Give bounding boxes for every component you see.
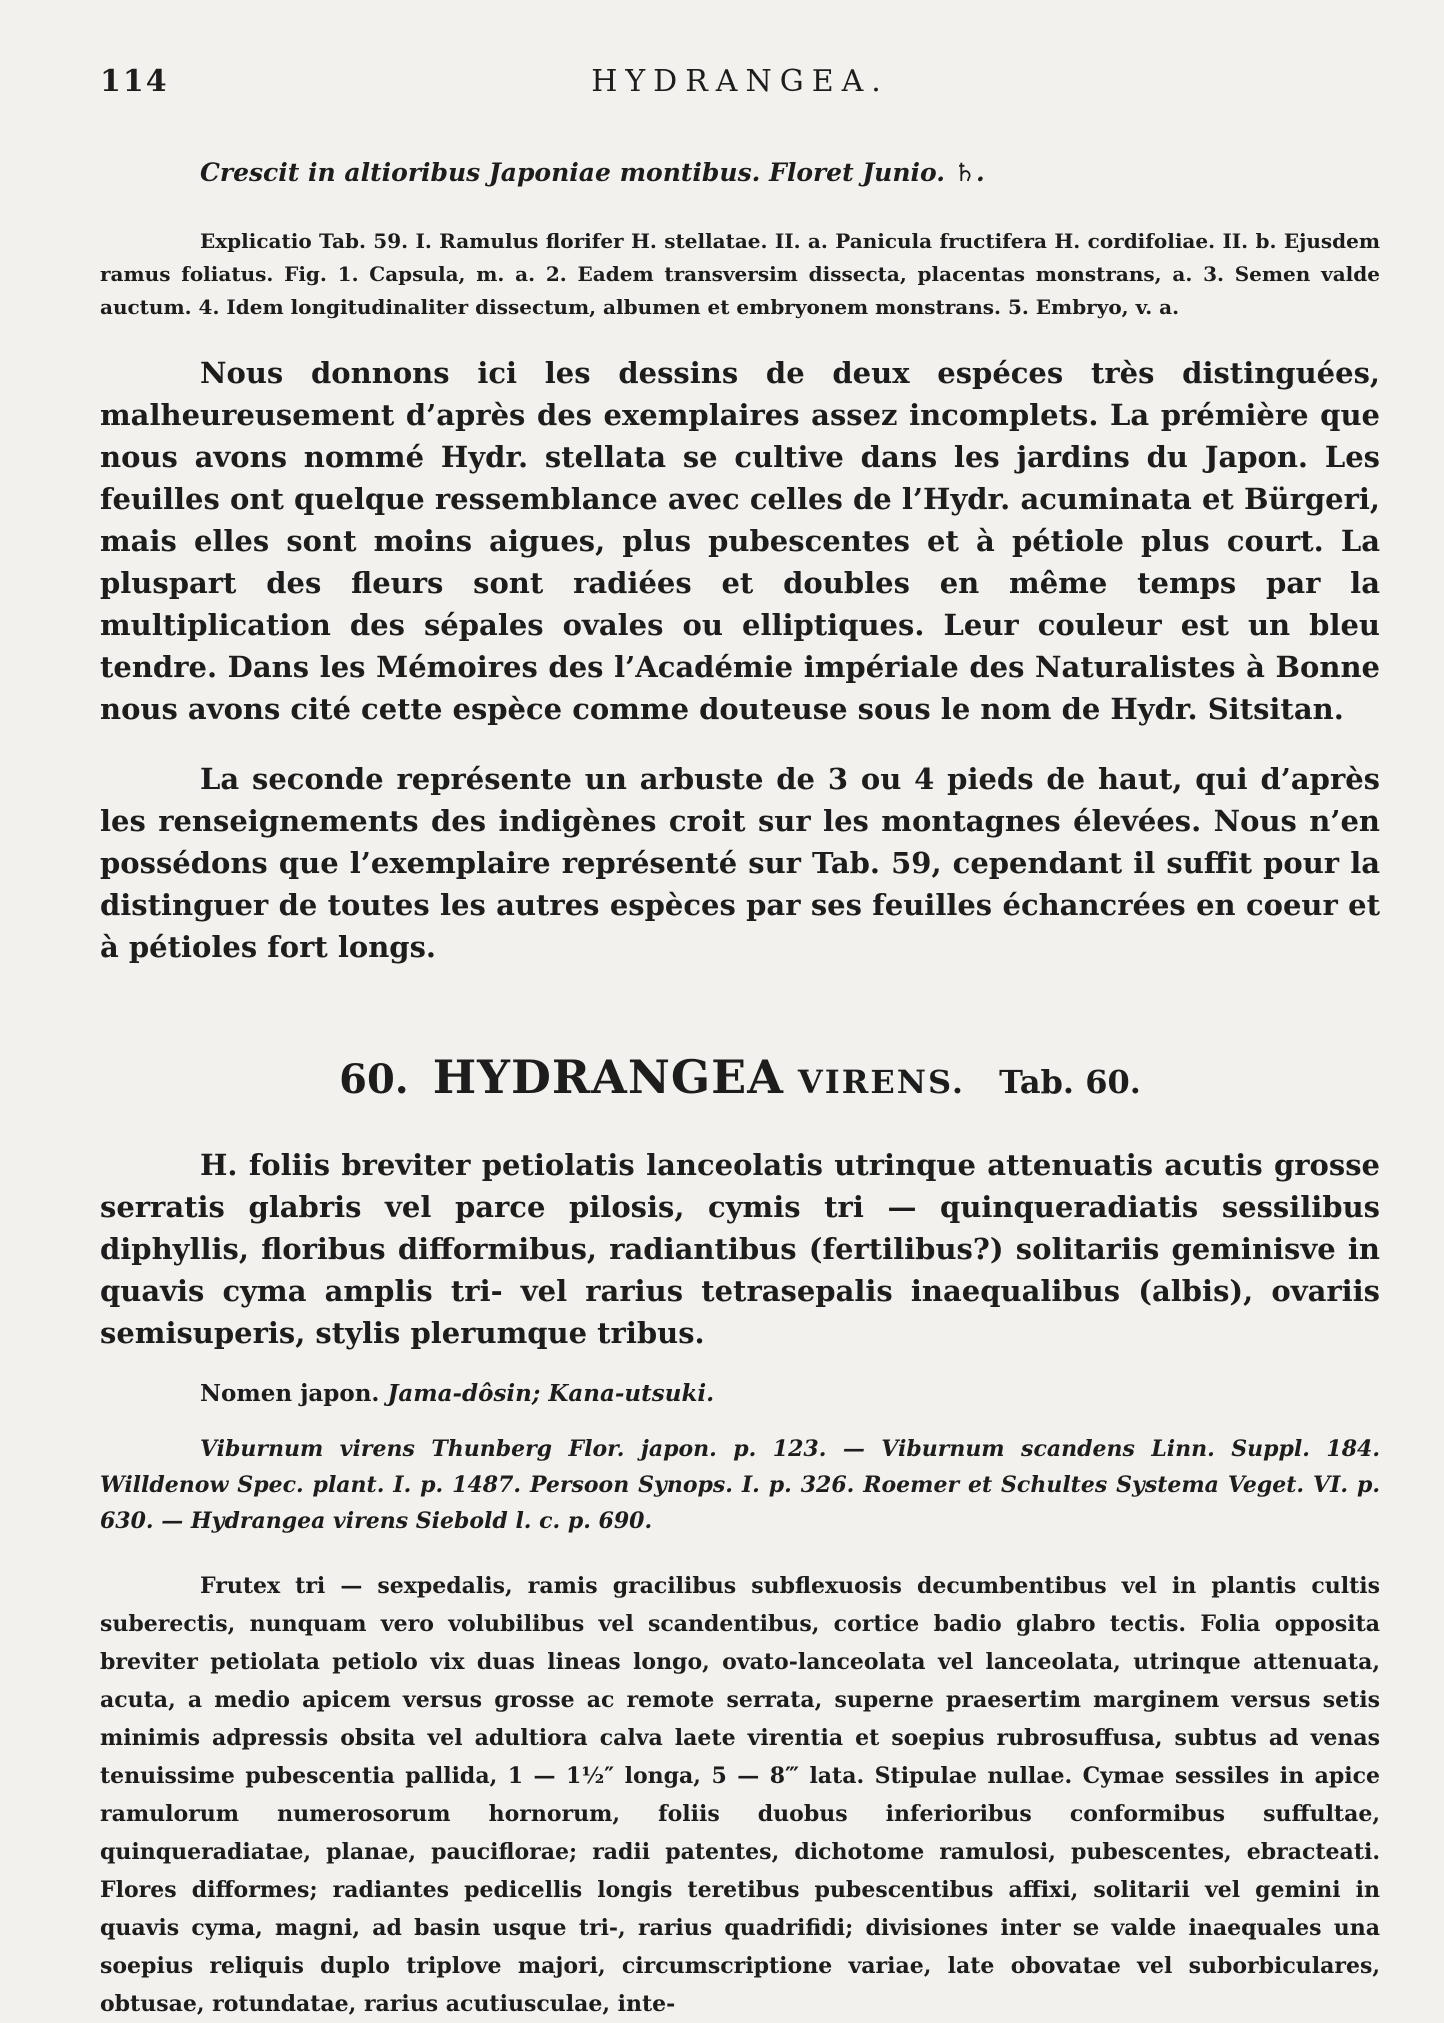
running-title: HYDRANGEA.: [591, 64, 889, 99]
japanese-names: [200, 1380, 1380, 1407]
latin-diagnosis: H. foliis breviter petiolatis lanceolatis utrinque attenuatis acutis grosse serratis glabris vel parce pilosis, cymis tri — quinqueradiatis sessilibus diphyllis, floribus difformibus, radiantibus (fertilibus?) solitariis geminisve in quavis cyma amplis tri- vel rarius tetrasepalis inaequalibus (albis), ovariis semisuperis, stylis plerumque tribus.: [100, 1148, 1380, 1350]
french-paragraph-1: Nous donnons ici les dessins de deux espéces très distinguées, malheureusement d’après des exemplaires assez incomplets. La prémière que nous avons nommé Hydr. stellata se cultive dans les jardins du Japon. Les feuilles ont quelque ressemblance avec celles de l’Hydr. acuminata et Bürgeri, mais elles sont moins aigues, plus pubescentes et à pétiole plus court. La pluspart des fleurs sont radiées et doubles en même temps par la multiplication des sépales ovales ou elliptiques. Leur couleur est un bleu tendre. Dans les Mémoires des l’Académie impériale des Naturalistes à Bonne nous avons cité cette espèce comme douteuse sous le nom de Hydr. Sitsitan.: [100, 356, 1380, 726]
nomen-label: Nomen japon.: [200, 1380, 380, 1407]
nomen-values: Jama-dôsin; Kana-utsuki.: [387, 1380, 715, 1407]
plate-explanation: Explicatio Tab. 59. I. Ramulus florifer H. stellatae. II. a. Panicula fructifera H. cordifoliae. II. b. Ejusdem ramus foliatus. Fig. 1. Capsula, m. a. 2. Eadem transversim dissecta, placentas monstrans, a. 3. Semen valde auctum. 4. Idem longitudinaliter dissectum, albumen et embryonem monstrans. 5. Embryo, v. a.: [100, 229, 1380, 319]
species-heading: [100, 1050, 1380, 1104]
habitat-note: Crescit in altioribus Japoniae montibus. Floret Junio. ♄.: [200, 158, 985, 187]
french-paragraph-2: La seconde représente un arbuste de 3 ou 4 pieds de haut, qui d’après les renseignements des indigènes croit sur les montagnes élevées. Nous n’en possédons que l’exemplaire représenté sur Tab. 59, cependant il suffit pour la distinguer de toutes les autres espèces par ses feuilles échancrées en coeur et à pétioles fort longs.: [100, 762, 1380, 964]
species-description: Frutex tri — sexpedalis, ramis gracilibus subflexuosis decumbentibus vel in plantis cultis suberectis, nunquam vero volubilibus vel scandentibus, cortice badio glabro tectis. Folia opposita breviter petiolata petiolo vix duas lineas longo, ovato-lanceolata vel lanceolata, utrinque attenuata, acuta, a medio apicem versus grosse ac remote serrata, superne praesertim marginem versus setis minimis adpressis obsita vel adultiora calva laete virentia et soepius rubrosuffusa, subtus ad venas tenuissime pubescentia pallida, 1 — 1½″ longa, 5 — 8‴ lata. Stipulae nullae. Cymae sessiles in apice ramulorum numerosorum hornorum, foliis duobus inferioribus conformibus suffultae, quinqueradiatae, planae, pauciflorae; radii patentes, dichotome ramulosi, pubescentes, ebracteati. Flores difformes; radiantes pedicellis longis teretibus pubescentibus affixi, solitarii vel gemini in quavis cyma, magni, ad basin usque tri-, rarius quadrifidi; divisiones inter se valde inaequales una soepius reliquis duplo triplove majori, circumscriptione variae, late obovatae vel suborbiculares, obtusae, rotundatae, rarius acutiusculae, inte-: [100, 1573, 1380, 2017]
species-number: 60.: [339, 1056, 409, 1103]
synonymy: Viburnum virens Thunberg Flor. japon. p. 123. — Viburnum scandens Linn. Suppl. 184. Willdenow Spec. plant. I. p. 1487. Persoon Synops. I. p. 326. Roemer et Schultes Systema Veget. VI. p. 630. — Hydrangea virens Siebold l. c. p. 690.: [100, 1436, 1380, 1534]
species-genus: HYDRANGEA: [432, 1050, 784, 1104]
species-epithet: VIRENS.: [797, 1063, 966, 1101]
page-header: [100, 60, 1380, 110]
page-number: 114: [100, 64, 169, 99]
species-tab: Tab. 60.: [999, 1063, 1141, 1101]
